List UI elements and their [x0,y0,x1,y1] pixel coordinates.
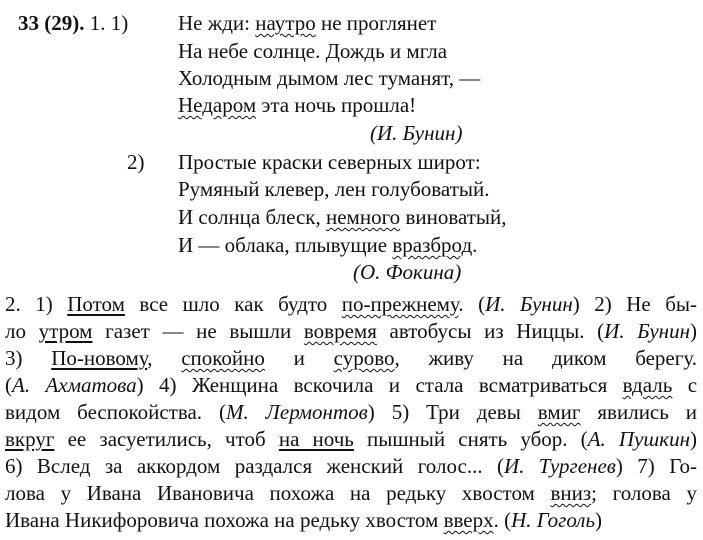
exercise-number: 33 (29). [18,11,85,35]
author-ref: И. Бунин [485,292,573,316]
adverb-underlined: вдаль [622,373,673,397]
poem1-line-2: На небе солнце. Дождь и мгла [178,39,448,63]
author-ref: И. Тургенев [503,454,616,478]
adverb-underlined: спокойно [181,346,265,370]
prose-line-8: лова у Ивана Ивановича похожа на редьку хвостом вниз; голова у [5,481,698,505]
adverb-underlined: вовремя [303,319,377,343]
prose-line-5: видом беспокойства. (М. Лермонтов) 5) Три девы вмиг явились и [5,400,697,424]
part-label: 1. [89,11,106,35]
poem1-line-4: Недаром эта ночь прошла! [178,93,417,117]
adverb-underlined: сурово [333,346,395,370]
adverb-underlined: по-прежнему [341,292,459,316]
poem1-author: (И. Бунин) [370,121,463,145]
adverb-underlined: вкруг [5,427,55,451]
adverb-underlined: вразброд [392,233,473,257]
poem2-line-4: И — облака, плывущие вразброд. [178,233,478,257]
poem1-line-3: Холодным дымом лес туманят, — [178,66,481,90]
poem1-line-1: Не жди: наутро не проглянет [178,11,437,35]
adverb-underlined: на ночь [278,427,354,451]
adverb-underlined: Недаром [178,93,257,117]
adverb-underlined: наутро [255,11,316,35]
exercise-header [18,10,128,36]
prose-line-9: Ивана Никифоровича похожа на редьку хвостом вверх. (Н. Гоголь) [5,508,603,532]
author-ref: А. Ахматова [12,373,137,397]
author-ref: А. Пушкин [587,427,690,451]
prose-line-2: ло утром газет — не вышли вовремя автобусы из Ниццы. (И. Бунин) [5,319,698,343]
prose-line-3: 3) По-новому, спокойно и сурово, живу на диком берегу. [5,346,698,370]
adverb-underlined: Потом [67,292,125,316]
poem2-author: (О. Фокина) [353,260,462,284]
adverb-underlined: немного [326,205,401,229]
poem1-label: 1) [110,11,129,35]
prose-line-6: вкруг ее засуетились, чтоб на ночь пышный снять убор. (А. Пушкин) [5,427,697,451]
adverb-underlined: вниз [550,481,592,505]
author-ref: М. Лермонтов [225,400,368,424]
prose-line-4: (А. Ахматова) 4) Женщина вскочила и стала всматриваться вдаль с [5,373,698,397]
prose-line-1: 2. 1) Потом все шло как будто по-прежнему. (И. Бунин) 2) Не бы- [5,292,697,316]
poem2-line-1: Простые краски северных широт: [178,150,481,174]
poem2-line-2: Румяный клевер, лен голубоватый. [178,177,490,201]
adverb-underlined: утром [38,319,93,343]
adverb-underlined: По-новому [51,346,148,370]
author-ref: И. Бунин [604,319,691,343]
prose-line-7: 6) Вслед за аккордом раздался женский голос... (И. Тургенев) 7) Го- [5,454,697,478]
adverb-underlined: вмиг [537,400,581,424]
poem2-line-3: И солнца блеск, немного виноватый, [178,205,507,229]
author-ref: Н. Гоголь [511,508,596,532]
adverb-underlined: вверх [443,508,494,532]
poem2-label: 2) [127,150,145,174]
